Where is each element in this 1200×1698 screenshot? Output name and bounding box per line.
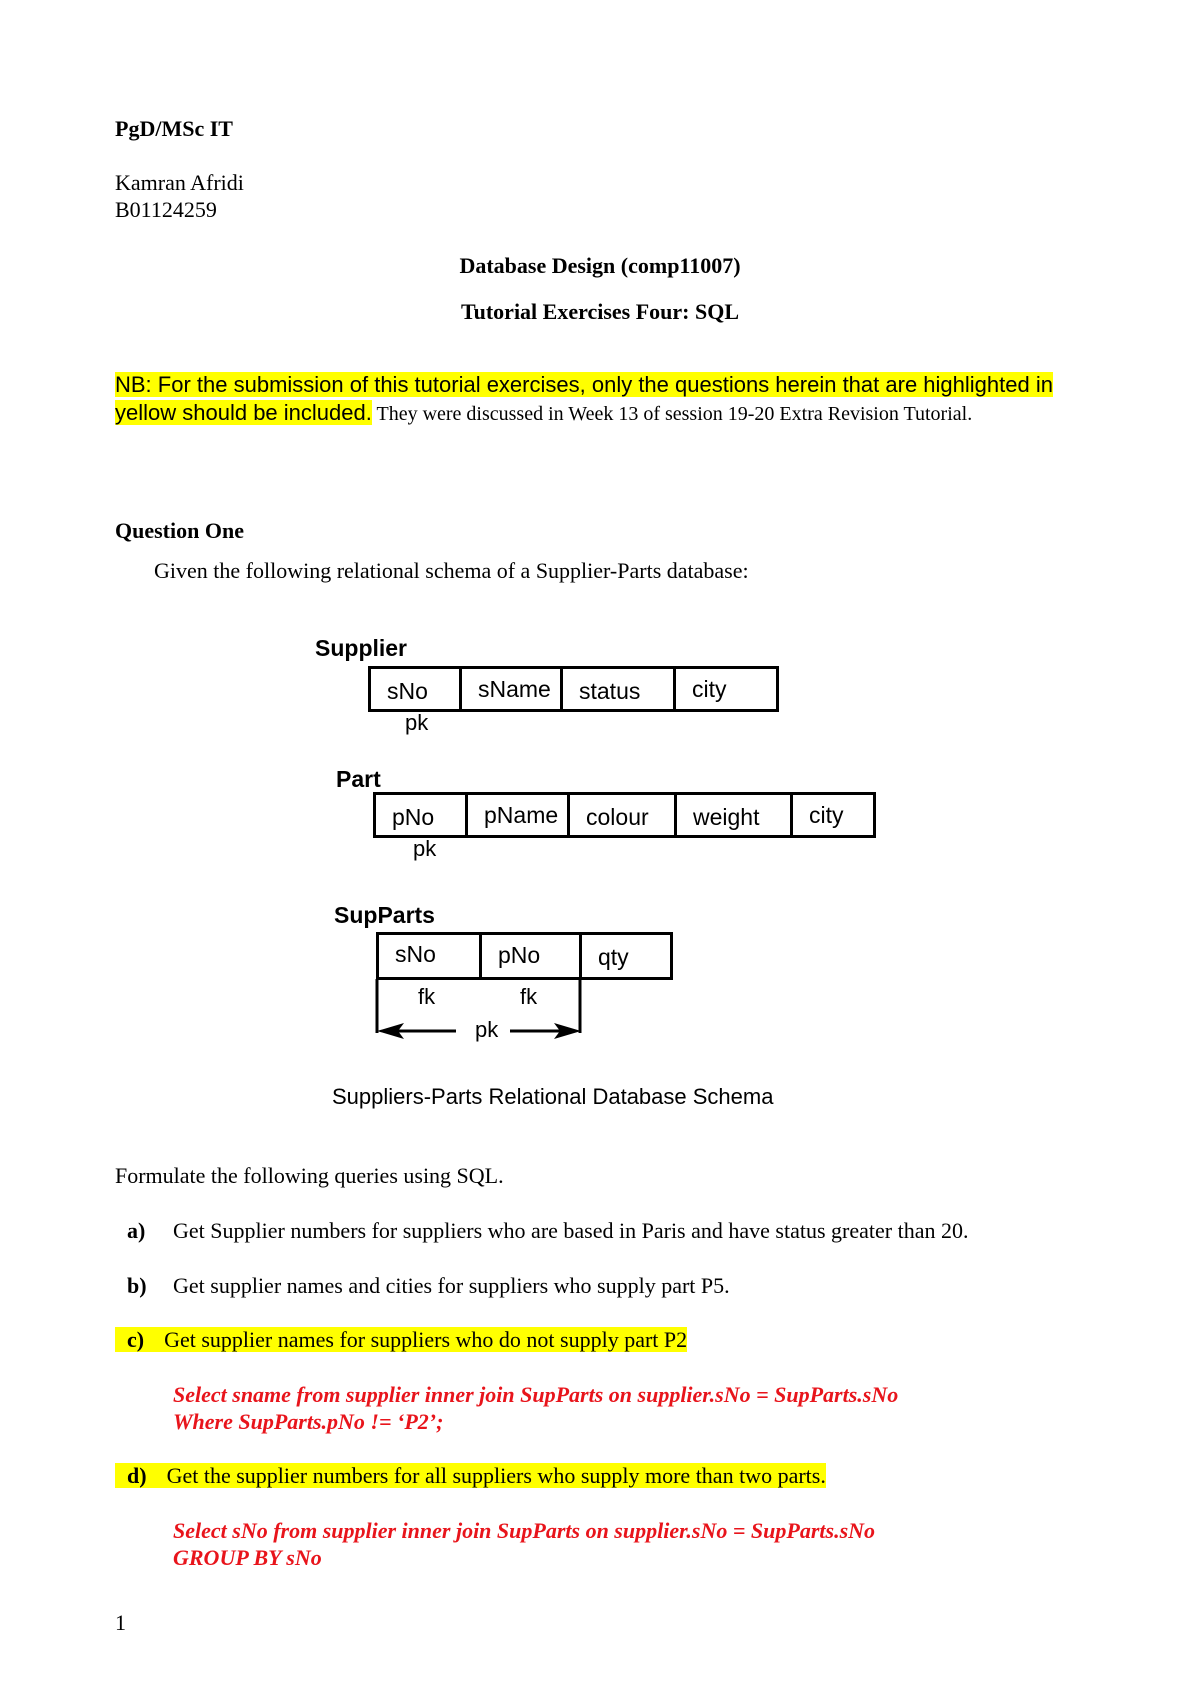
supparts-fk2-label: fk (520, 984, 538, 1009)
part-col-pno: pNo (376, 795, 468, 835)
queries-intro: Formulate the following queries using SQL. (115, 1163, 504, 1188)
supplier-col-sno: sNo (371, 669, 462, 709)
part-pk-label: pk (413, 836, 437, 861)
supplier-table-title: Supplier (315, 635, 408, 661)
supparts-fk1-label: fk (418, 984, 436, 1009)
schema-caption: Suppliers-Parts Relational Database Schema (332, 1084, 774, 1109)
part-col-colour: colour (570, 795, 677, 835)
tutorial-title: Tutorial Exercises Four: SQL (460, 299, 740, 324)
query-d-answer-line-1: Select sNo from supplier inner join SupParts on supplier.sNo = SupParts.sNo (173, 1518, 876, 1543)
part-table-title: Part (336, 766, 381, 792)
note-line-1 (115, 372, 1053, 398)
part-col-weight: weight (677, 795, 793, 835)
question-heading: Question One (115, 518, 244, 543)
note-highlight-1: NB: For the submission of this tutorial exercises, only the questions herein that are highlighted in (115, 372, 1053, 397)
part-table (373, 792, 876, 838)
supplier-col-city: city (692, 676, 727, 702)
query-c-answer-line-2: Where SupParts.pNo != ‘P2’; (173, 1409, 444, 1434)
supparts-col-qty: qty (598, 944, 629, 970)
supparts-col-pno: pNo (482, 935, 582, 977)
query-d-row (115, 1463, 826, 1489)
page-number: 1 (115, 1610, 126, 1635)
supparts-table (376, 932, 673, 980)
student-name: Kamran Afridi (115, 170, 244, 195)
supparts-table-title: SupParts (334, 902, 435, 928)
supplier-col-status: status (563, 669, 676, 709)
course-title: Database Design (comp11007) (459, 253, 741, 278)
query-a-label: a) (127, 1218, 146, 1243)
query-c-row (115, 1327, 687, 1353)
supplier-col-sname: sName (462, 669, 563, 709)
query-c-text: Get supplier names for suppliers who do not supply part P2 (164, 1327, 688, 1352)
supparts-col-sno: sNo (379, 935, 482, 977)
part-col-pname: pName (468, 795, 570, 835)
supparts-pk-label: pk (475, 1017, 499, 1042)
supplier-table (368, 666, 779, 712)
supplier-pk-label: pk (405, 710, 429, 735)
note-line-2 (115, 400, 972, 426)
query-d-label: d) (115, 1463, 167, 1488)
note-highlight-2: yellow should be included. (115, 400, 372, 425)
query-d-answer-line-2: GROUP BY sNo (173, 1545, 322, 1570)
query-a-text: Get Supplier numbers for suppliers who are based in Paris and have status greater than 20. (173, 1218, 969, 1243)
part-col-city: city (809, 802, 844, 828)
query-d-text: Get the supplier numbers for all suppliers who supply more than two parts. (166, 1463, 826, 1488)
student-id: B01124259 (115, 197, 217, 222)
note-tail: They were discussed in Week 13 of session 19-20 Extra Revision Tutorial. (371, 403, 973, 425)
query-c-answer-line-1: Select sname from supplier inner join SupParts on supplier.sNo = SupParts.sNo (173, 1382, 899, 1407)
query-c-label: c) (115, 1327, 164, 1352)
question-intro: Given the following relational schema of a Supplier-Parts database: (154, 558, 749, 583)
query-b-label: b) (127, 1273, 147, 1298)
programme-label: PgD/MSc IT (115, 116, 233, 141)
query-b-text: Get supplier names and cities for suppliers who supply part P5. (173, 1273, 730, 1298)
